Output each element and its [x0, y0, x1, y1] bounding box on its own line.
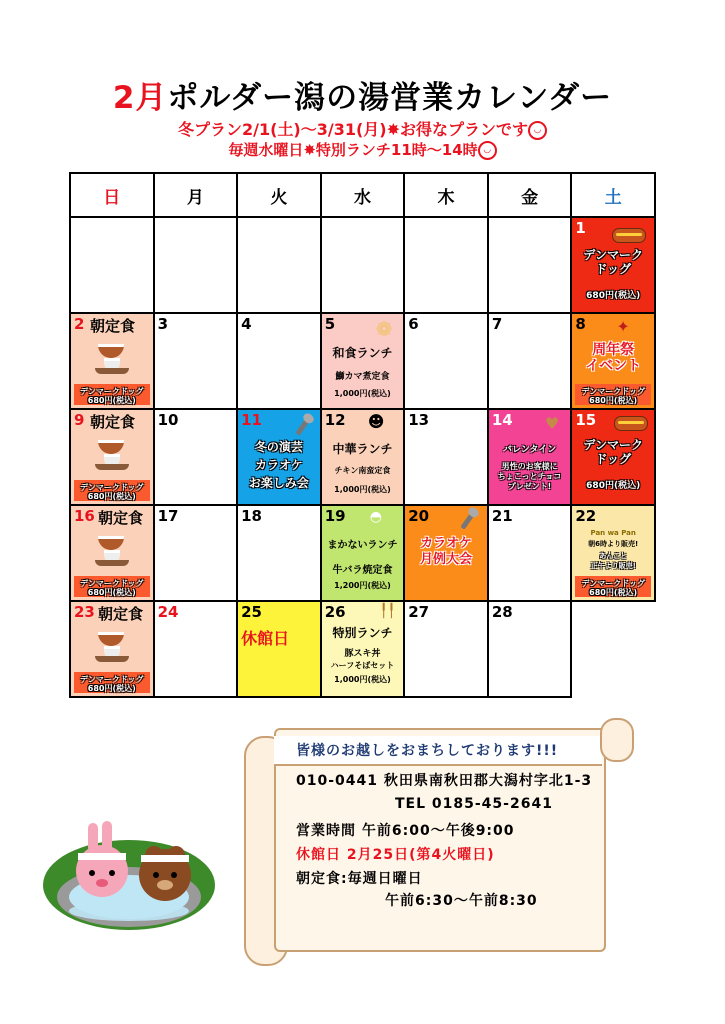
day-number: 23 [74, 603, 95, 621]
hotdog-icon [612, 228, 646, 243]
day-number: 13 [408, 411, 430, 429]
day-number: 2 [74, 315, 85, 333]
denmark-strip: デンマークドッグ 680円(税込) [575, 576, 651, 597]
denmark-strip: デンマークドッグ 680円(税込) [74, 384, 150, 405]
onigiri-icon: ❁ [375, 317, 393, 341]
day-cell-15 [571, 409, 655, 505]
karaoke-event: 冬の演芸 カラオケ お楽しみ会 [248, 440, 309, 490]
empty-cell [571, 601, 655, 697]
day-number: 19 [324, 507, 346, 525]
day-number: 22 [575, 507, 597, 525]
weekday-header [70, 173, 655, 217]
day-number: 14 [491, 411, 513, 429]
day-cell-5 [321, 313, 405, 409]
denmark-strip: デンマークドッグ 680円(税込) [74, 576, 150, 597]
empty-cell [154, 217, 238, 313]
denmark-strip: デンマークドッグ 680円(税込) [575, 384, 651, 405]
day-number: 21 [491, 507, 513, 525]
day-number: 16 [74, 507, 95, 525]
lunch-title: 中華ランチ [332, 442, 393, 456]
denmark-strip: デンマークドッグ 680円(税込) [74, 672, 150, 693]
day-cell-23 [70, 601, 154, 697]
day-number: 25 [241, 603, 262, 621]
smile-icon: ◡ [528, 121, 547, 140]
day-cell-19 [321, 505, 405, 601]
business-hours: 営業時間 午前6:00〜午後9:00 [296, 823, 515, 839]
lunch-dish: 豚スキ丼 [344, 649, 381, 659]
lunch-price: 1,200円(税込) [334, 581, 391, 590]
day-cell-24 [154, 601, 238, 697]
pan-wa-pan-note: 朝6時より販売! [588, 540, 639, 548]
empty-cell [237, 217, 321, 313]
empty-cell [70, 217, 154, 313]
party-popper-icon: ✦ [616, 317, 630, 336]
closed-day-info: 休館日 2月25日(第4火曜日) [296, 847, 495, 863]
title-text: ポルダー潟の湯営業カレンダー [167, 80, 613, 116]
day-cell-7 [488, 313, 572, 409]
day-cell-28 [488, 601, 572, 697]
denmark-dog-title: デンマーク ドッグ [583, 248, 644, 276]
breakfast-info: 朝定食:毎週日曜日 [296, 871, 423, 887]
day-cell-17 [154, 505, 238, 601]
week-row [70, 409, 655, 505]
day-number: 12 [324, 411, 346, 429]
breakfast-label: 朝定食 [90, 317, 136, 335]
welcome-heading: 皆様のお越しをおまちしております!!! [296, 743, 559, 759]
denmark-dog-price: 680円(税込) [586, 291, 641, 301]
day-number: 18 [241, 507, 262, 525]
lunch-dish: チキン南蛮定食 [334, 466, 391, 475]
day-number: 28 [491, 603, 513, 621]
day-cell-9 [70, 409, 154, 505]
day-cell-8 [571, 313, 655, 409]
empty-cell [488, 217, 572, 313]
day-number: 3 [157, 315, 168, 333]
lunch-title: まかないランチ [327, 540, 398, 551]
weekday-fri: 金 [488, 173, 572, 217]
breakfast-bowl-icon [95, 440, 129, 470]
day-cell-25 [237, 601, 321, 697]
day-number: 11 [241, 411, 262, 429]
star-icon: ✸ [303, 141, 316, 159]
day-cell-20 [404, 505, 488, 601]
telephone: TEL 0185-45-2641 [395, 796, 553, 812]
microphone-icon [295, 418, 309, 436]
day-number: 1 [575, 219, 586, 237]
rice-bowl-icon: ◓ [369, 509, 382, 525]
star-icon: ✸ [386, 120, 400, 139]
denmark-strip: デンマークドッグ 680円(税込) [74, 480, 150, 501]
day-number: 5 [324, 315, 336, 333]
chopsticks-icon: ╿╿ [379, 604, 396, 619]
week-row [70, 217, 655, 313]
day-number: 7 [491, 315, 503, 333]
breakfast-bowl-icon [95, 536, 129, 566]
hotdog-icon [614, 416, 648, 431]
day-number: 8 [575, 315, 586, 333]
breakfast-label: 朝定食 [98, 509, 144, 527]
smile-icon: ◡ [478, 141, 497, 160]
lunch-price: 1,000円(税込) [334, 389, 391, 398]
breakfast-label: 朝定食 [90, 413, 136, 431]
day-number: 10 [157, 411, 179, 429]
weekday-sat: 土 [571, 173, 655, 217]
day-cell-14 [488, 409, 572, 505]
breakfast-bowl-icon [95, 344, 129, 374]
day-number: 15 [575, 411, 597, 429]
day-cell-4 [237, 313, 321, 409]
lunch-set: ハーフそばセット [330, 661, 395, 670]
day-cell-10 [154, 409, 238, 505]
week-row [70, 505, 655, 601]
day-cell-12 [321, 409, 405, 505]
valentine-title: バレンタイン [502, 445, 557, 455]
microphone-icon [461, 512, 475, 530]
day-number: 20 [408, 507, 430, 525]
bread-note: あんこと 正午より販売! [590, 552, 636, 570]
day-cell-18 [237, 505, 321, 601]
lunch-price: 1,000円(税込) [334, 675, 391, 684]
denmark-dog-title: デンマーク ドッグ [583, 438, 644, 466]
day-cell-27 [404, 601, 488, 697]
empty-cell [404, 217, 488, 313]
empty-cell [321, 217, 405, 313]
calendar-table [69, 172, 656, 698]
weekday-thu: 木 [404, 173, 488, 217]
title-month: 2月 [112, 80, 168, 116]
address: 010-0441 秋田県南秋田郡大潟村字北1-3 [296, 773, 593, 789]
closed-day-label: 休館日 [241, 629, 290, 648]
day-cell-11 [237, 409, 321, 505]
lunch-price: 1,000円(税込) [334, 485, 391, 494]
breakfast-time: 午前6:30〜午前8:30 [385, 893, 538, 909]
breakfast-bowl-icon [95, 632, 129, 662]
subtitle-lunch-day: 毎週水曜日 [228, 141, 304, 159]
day-number: 4 [241, 315, 252, 333]
day-cell-3 [154, 313, 238, 409]
day-cell-6 [404, 313, 488, 409]
lunch-dish: 鰤カマ煮定食 [335, 372, 390, 382]
onsen-animals-illustration [40, 815, 218, 935]
day-cell-22 [571, 505, 655, 601]
karaoke-monthly: カラオケ 月例大会 [420, 536, 473, 567]
subtitle-lunch-time: 特別ランチ11時〜14時 [315, 141, 478, 159]
weekday-sun: 日 [70, 173, 154, 217]
lunch-title: 和食ランチ [332, 346, 393, 360]
subtitle-plan-after: お得なプランです [400, 120, 529, 139]
day-cell-21 [488, 505, 572, 601]
day-cell-13 [404, 409, 488, 505]
subtitle-plan-text: 冬プラン2/1(土)〜3/31(月) [177, 120, 387, 139]
weekday-tue: 火 [237, 173, 321, 217]
day-cell-2 [70, 313, 154, 409]
day-cell-1 [571, 217, 655, 313]
day-number: 17 [157, 507, 179, 525]
scroll-roll-right [600, 718, 634, 762]
pan-wa-pan-title: Pan wa Pan [590, 529, 636, 537]
subtitle-winter-plan [0, 117, 725, 140]
page-title [0, 72, 725, 117]
day-cell-26 [321, 601, 405, 697]
day-number: 27 [408, 603, 430, 621]
denmark-dog-price: 680円(税込) [586, 481, 641, 491]
week-row [70, 601, 655, 697]
day-cell-16 [70, 505, 154, 601]
week-row [70, 313, 655, 409]
valentine-text: 男性のお客様に ちょこっとチョコ プレゼント! [497, 462, 562, 491]
subtitle-lunch [0, 139, 725, 160]
day-number: 26 [324, 603, 346, 621]
panda-icon: ☻ [367, 412, 385, 431]
lunch-dish: 牛バラ焼定食 [332, 565, 393, 576]
day-number: 6 [408, 315, 419, 333]
day-number: 9 [74, 411, 85, 429]
weekday-mon: 月 [154, 173, 238, 217]
bear-heart-icon: ♥ [544, 414, 560, 433]
weekday-wed: 水 [321, 173, 405, 217]
breakfast-label: 朝定食 [98, 605, 144, 623]
day-number: 24 [157, 603, 179, 621]
lunch-title: 特別ランチ [332, 626, 393, 640]
anniversary-event: 周年祭 イベント [585, 342, 642, 374]
